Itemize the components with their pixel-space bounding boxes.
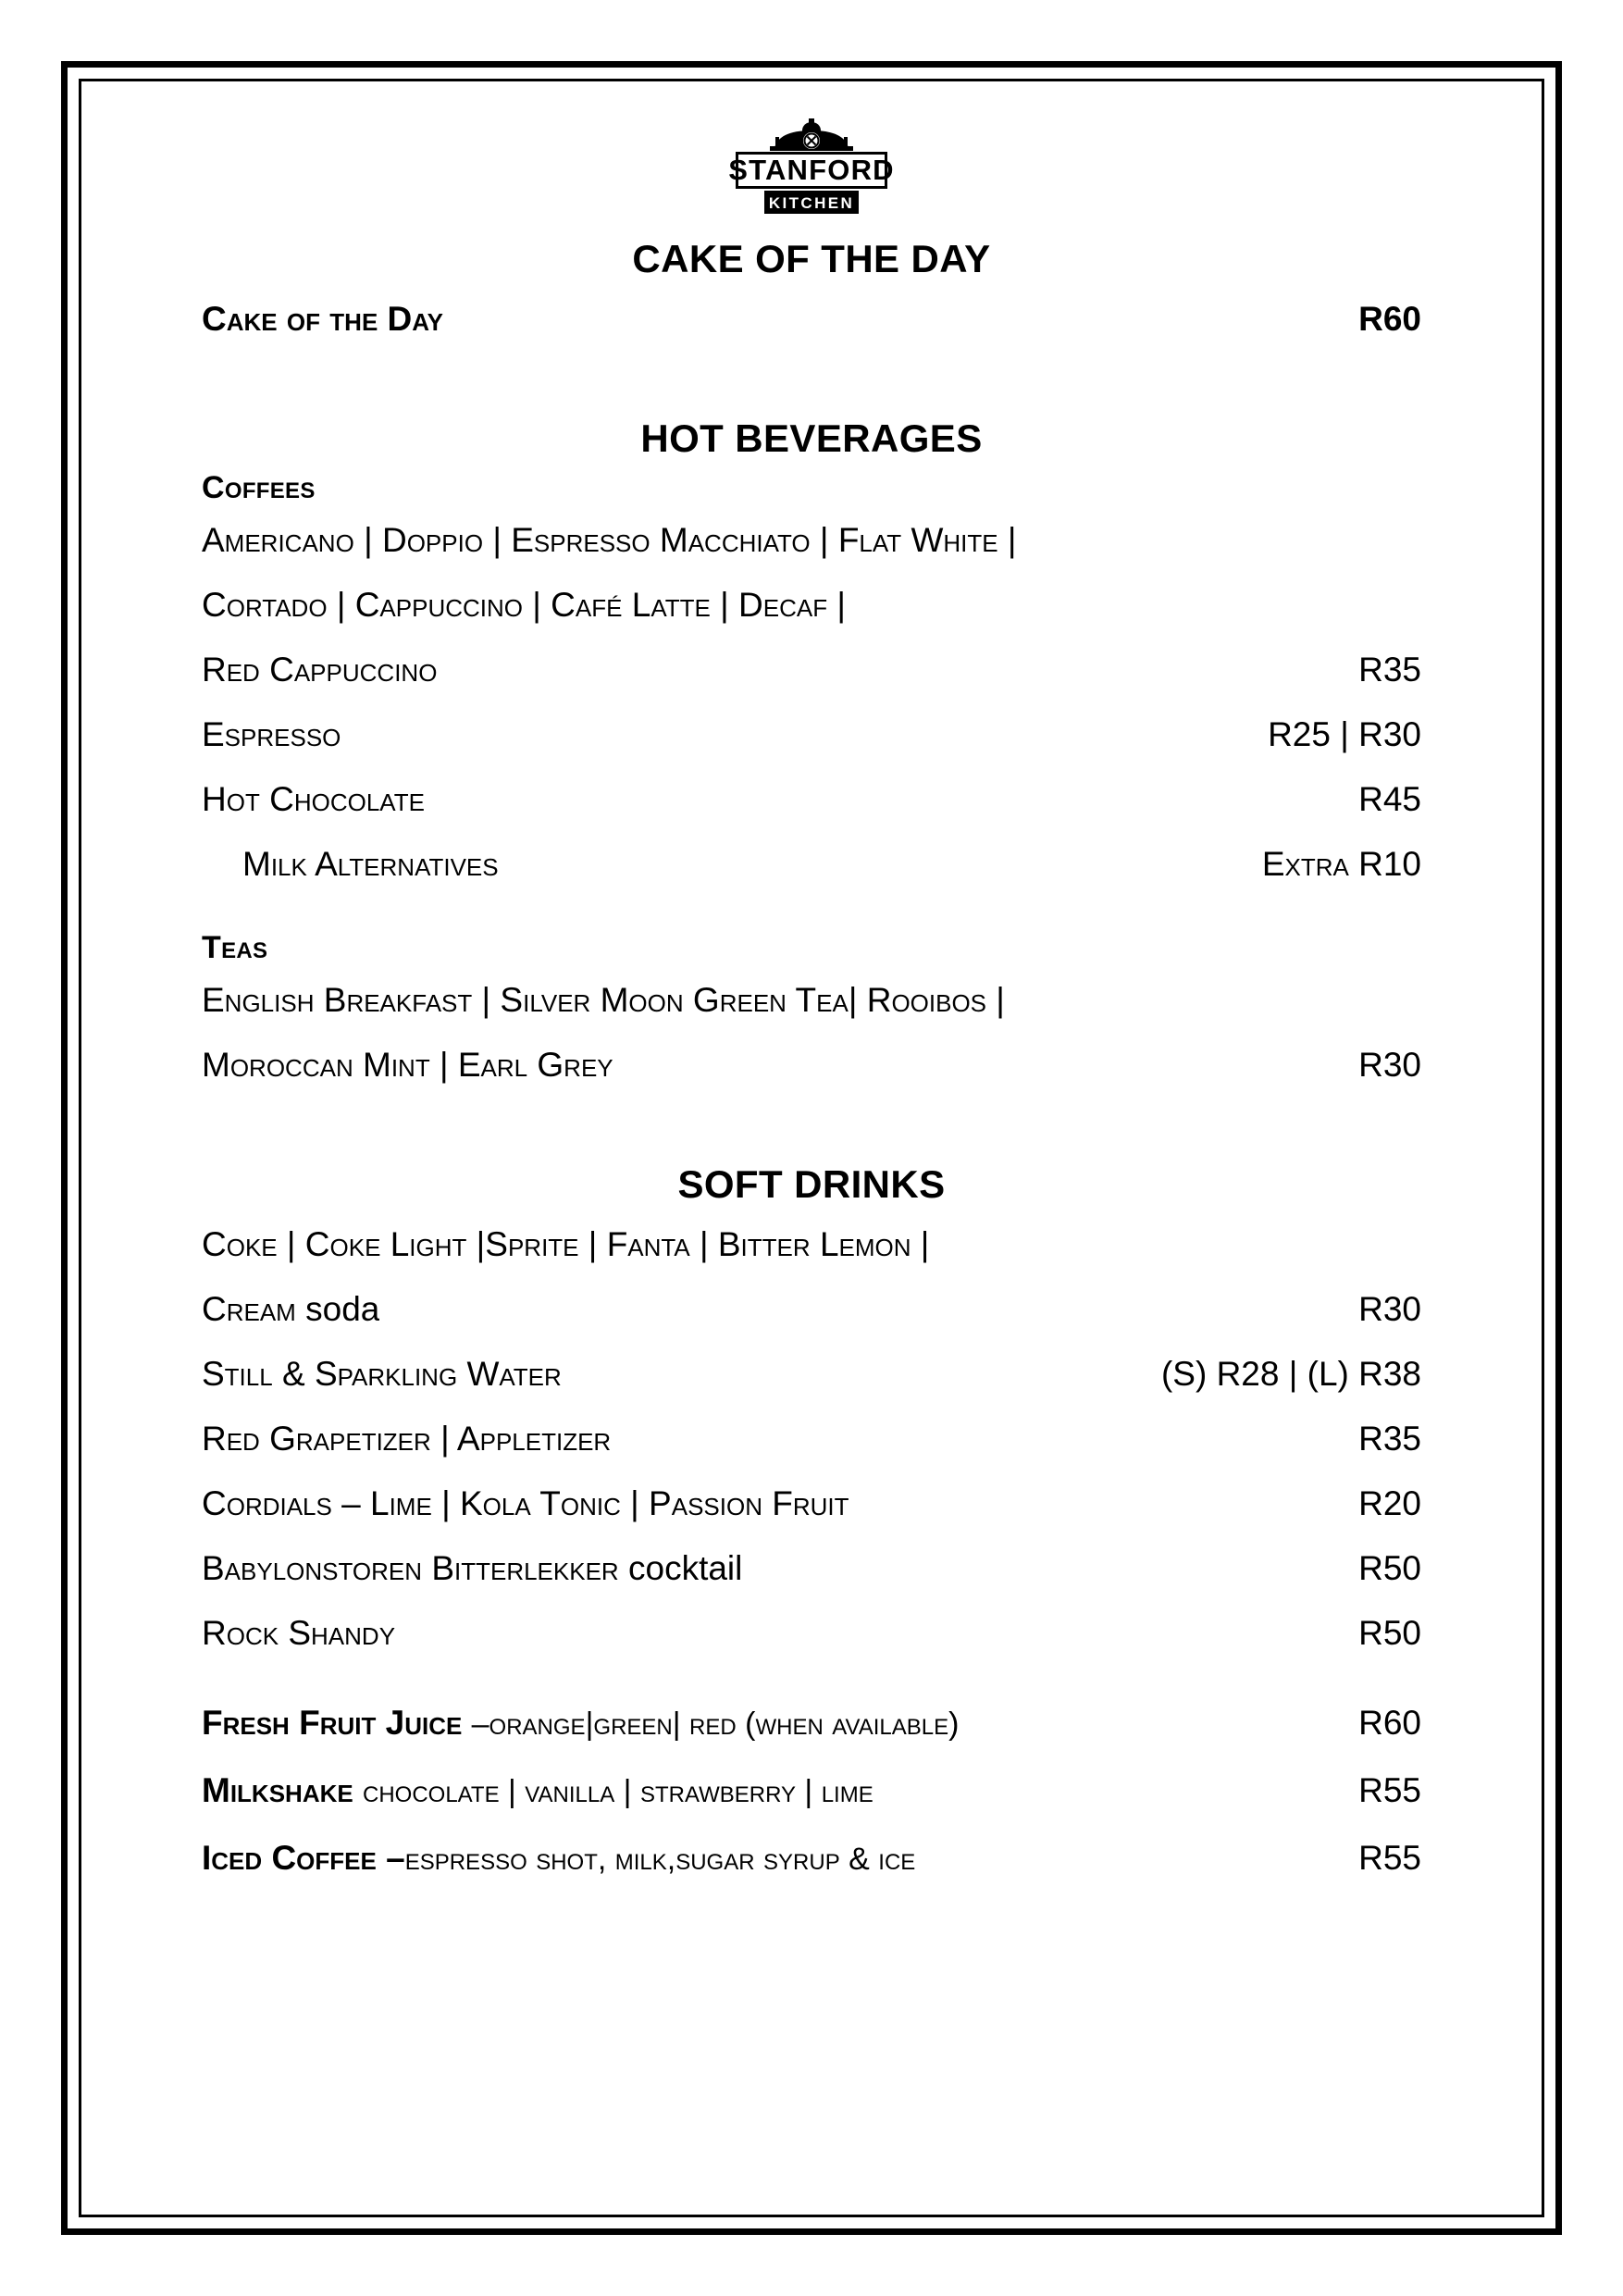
item-price: R60: [1358, 300, 1421, 338]
coffees-list-line-2: Cortado | Cappuccino | Café Latte | Decaf |: [202, 586, 846, 624]
item-price: R55: [1358, 1771, 1421, 1809]
item-name-caps: Babylonstoren Bitterlekker: [202, 1549, 619, 1587]
item-name-caps: Cream: [202, 1290, 296, 1328]
menu-row-milk-alternatives: [202, 832, 1421, 897]
item-name-strong: Milkshake: [202, 1771, 363, 1809]
coffees-list-line-1: Americano | Doppio | Espresso Macchiato | Flat White |: [202, 521, 1017, 559]
item-price: (S) R28 | (L) R38: [1160, 1355, 1421, 1393]
section-title-soft-drinks: SOFT DRINKS: [677, 1162, 946, 1206]
item-price: R35: [1358, 651, 1421, 689]
section-title-hot-beverages: HOT BEVERAGES: [640, 416, 983, 460]
section-title-cake: CAKE OF THE DAY: [632, 237, 991, 280]
svg-text:KITCHEN: KITCHEN: [768, 194, 855, 212]
item-price: R30: [1358, 1290, 1421, 1328]
spacer: [202, 1098, 1421, 1149]
menu-row-hot-chocolate: [202, 767, 1421, 832]
menu-row-grapetizer-appletizer: [202, 1407, 1421, 1471]
item-price: R50: [1358, 1614, 1421, 1652]
item-name: Red Grapetizer | Appletizer: [202, 1420, 612, 1458]
item-name-strong: Iced Coffee –: [202, 1839, 405, 1877]
soft-drinks-list-line-1: Coke | Coke Light |Sprite | Fanta | Bitter Lemon |: [202, 1225, 930, 1263]
menu-row-espresso: [202, 702, 1421, 767]
subsection-heading-teas: Teas: [202, 930, 268, 965]
item-price: R30: [1358, 1046, 1421, 1084]
menu-row-cake-of-the-day: [202, 287, 1421, 352]
item-name-detail: espresso shot, milk,sugar syrup & ice: [404, 1842, 916, 1877]
item-name-strong: Fresh Fruit Juice: [202, 1704, 472, 1742]
item-price: R25 | R30: [1268, 715, 1421, 753]
item-name: Cake of the Day: [202, 300, 444, 338]
menu-row-babylonstoren-bitterlekker: [202, 1536, 1421, 1601]
menu-row-fresh-fruit-juice: [202, 1690, 1421, 1757]
item-name: [202, 1536, 742, 1601]
item-name: Hot Chocolate: [202, 780, 425, 818]
item-name: [202, 1757, 873, 1825]
spacer: [202, 352, 1421, 403]
item-name: [202, 1277, 379, 1342]
stanford-kitchen-logo: [696, 117, 927, 218]
item-name-detail: –orange|green| red (when available): [471, 1706, 960, 1742]
spacer: [202, 1666, 1421, 1690]
item-price: Extra R10: [1261, 845, 1421, 883]
teas-list-line-1: English Breakfast | Silver Moon Green Tea| Rooibos |: [202, 981, 1005, 1019]
item-name-lower: soda: [295, 1290, 380, 1328]
item-name-detail: chocolate | vanilla | strawberry | lime: [363, 1774, 873, 1809]
item-price: R45: [1358, 780, 1421, 818]
item-name: Espresso: [202, 715, 341, 753]
item-price: R20: [1358, 1484, 1421, 1522]
logo-graphic-icon: [696, 117, 927, 218]
svg-text:STANFORD: STANFORD: [728, 154, 895, 186]
item-price: R60: [1358, 1704, 1421, 1742]
subsection-heading-coffees: Coffees: [202, 470, 316, 505]
menu-row-cordials: [202, 1471, 1421, 1536]
item-name: Rock Shandy: [202, 1614, 396, 1652]
item-name-lower: cocktail: [618, 1549, 743, 1587]
item-name: Still & Sparkling Water: [202, 1355, 562, 1393]
item-name: Milk Alternatives: [242, 845, 499, 883]
menu-row-milkshake: [202, 1757, 1421, 1825]
item-name: Moroccan Mint | Earl Grey: [202, 1046, 613, 1084]
menu-row-rock-shandy: [202, 1601, 1421, 1666]
menu-row-iced-coffee: [202, 1825, 1421, 1893]
item-name: [202, 1690, 959, 1757]
item-name: [202, 1825, 915, 1893]
spacer: [202, 897, 1421, 921]
item-name: Cordials – Lime | Kola Tonic | Passion Fruit: [202, 1484, 849, 1522]
logo-wrap: [202, 117, 1421, 224]
item-name: Red Cappuccino: [202, 651, 438, 689]
menu-row-cream-soda: [202, 1277, 1421, 1342]
menu-row-teas-price: [202, 1033, 1421, 1098]
menu-content: [93, 93, 1530, 2203]
item-price: R55: [1358, 1839, 1421, 1877]
item-price: R35: [1358, 1420, 1421, 1458]
menu-row-still-sparkling-water: [202, 1342, 1421, 1407]
item-price: R50: [1358, 1549, 1421, 1587]
menu-row-red-cappuccino: [202, 638, 1421, 702]
